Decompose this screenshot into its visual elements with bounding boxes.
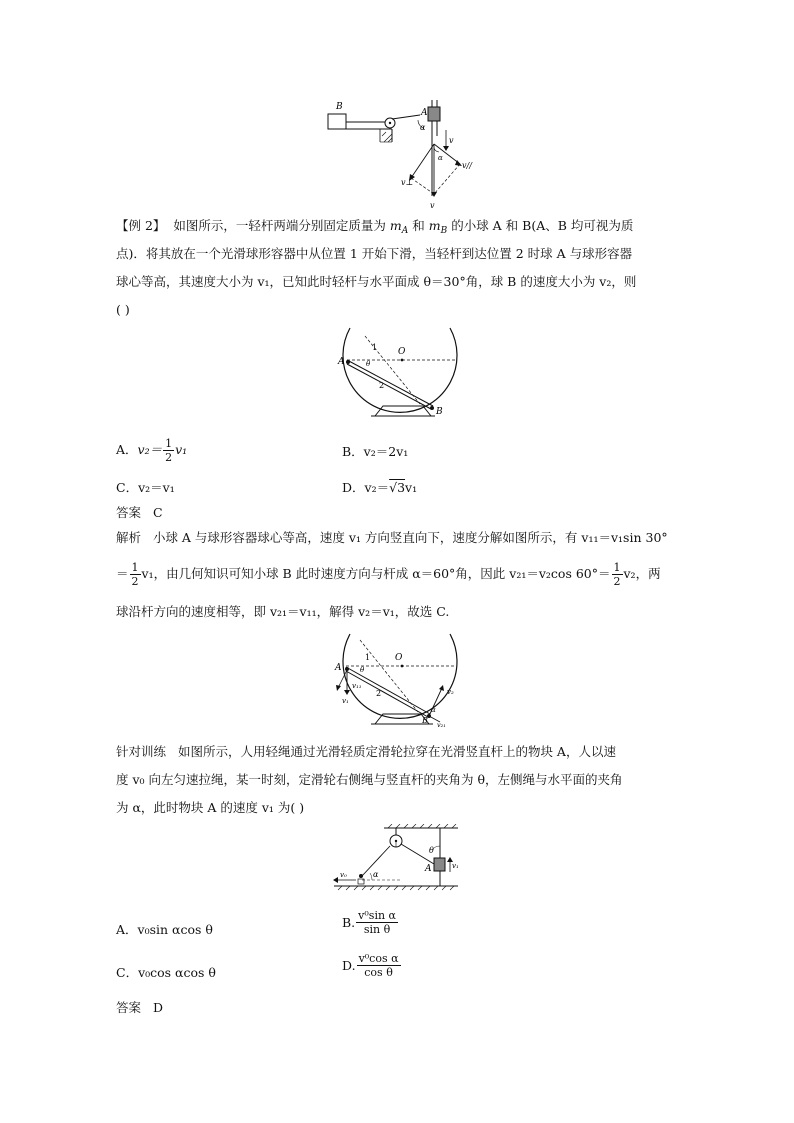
fig2-label-1: 1 bbox=[372, 343, 378, 352]
option3-d: D. $\frac{\text{v⁰cos α}}{\text{cos θ}}$ bbox=[342, 952, 399, 979]
analysis-line2: ＝ $\frac{1}{2}$ v₁，由几何知识可知小球 B 此时速度方向与杆成 α＝60°角，因此 v₂₁＝v₂cos 60°＝ $\frac{1}{2}$ v₂，两 bbox=[116, 561, 661, 588]
option3-b: B. $\frac{\text{v⁰sin α}}{\text{sin θ}}$ bbox=[342, 909, 396, 936]
option2-c: C．v₂＝v₁ bbox=[116, 480, 175, 495]
fig3-label-b: B bbox=[422, 716, 428, 725]
option3-a: A．v₀sin αcos θ bbox=[116, 922, 213, 937]
analysis-line1: 解析 小球 A 与球形容器球心等高，速度 v₁ 方向竖直向下，速度分解如图所示，有 v₁₁＝v₁sin 30° bbox=[116, 530, 668, 545]
fig2-label-2: 2 bbox=[379, 381, 385, 390]
figure-rope-pulley bbox=[332, 824, 467, 896]
training-line3: 为 α，此时物块 A 的速度 v₁ 为( ) bbox=[116, 800, 305, 815]
answer3: 答案 D bbox=[116, 1000, 163, 1015]
fig2-label-o: O bbox=[398, 347, 406, 357]
training-line1: 针对训练 如图所示，人用轻绳通过光滑轻质定滑轮拉穿在光滑竖直杆上的物块 A，人以速 bbox=[116, 744, 616, 759]
fig1-label-v1: v⊥ bbox=[401, 178, 414, 187]
option2-b: B．v₂＝2v₁ bbox=[342, 444, 409, 459]
fig2-label-b: B bbox=[436, 407, 443, 417]
fig1-label-b: B bbox=[336, 102, 343, 112]
fig4-label-theta: θ bbox=[429, 846, 434, 855]
option3-c: C．v₀cos αcos θ bbox=[116, 965, 216, 980]
fig4-label-alpha: α bbox=[373, 870, 379, 879]
fig4-label-a: A bbox=[425, 864, 432, 874]
fig1-label-vpar: v// bbox=[462, 161, 472, 170]
example2-line4: ( ) bbox=[116, 302, 130, 317]
fig1-label-v-bottom: v bbox=[430, 201, 435, 210]
fig2-label-theta: θ bbox=[366, 360, 371, 368]
example2-line1: 【例 2】 如图所示，一轻杆两端分别固定质量为 $m_A$ 和 $m_B$ 的小球 A 和 B(A、B 均可视为质 bbox=[116, 218, 634, 236]
option2-a: A．v₂＝ $\frac{1}{2}$ v₁ bbox=[116, 437, 188, 464]
example2-line2: 点)．将其放在一个光滑球形容器中从位置 1 开始下滑，当轻杆到达位置 2 时球 A 与球形容器 bbox=[116, 246, 633, 261]
fig3-label-theta: θ bbox=[360, 666, 365, 674]
fig3-label-a: A bbox=[335, 663, 342, 673]
training-line2: 度 v₀ 向左匀速拉绳，某一时刻，定滑轮右侧绳与竖直杆的夹角为 θ，左侧绳与水平面的夹角 bbox=[116, 772, 623, 787]
figure-sphere-decomposition bbox=[332, 630, 472, 730]
fig2-label-a: A bbox=[338, 357, 345, 367]
fig1-label-alpha2: α bbox=[438, 154, 443, 162]
fig3-label-v1: v₁ bbox=[342, 697, 349, 705]
example2-line3: 球心等高，其速度大小为 v₁，已知此时轻杆与水平面成 θ＝30°角，球 B 的速度大小为 v₂，则 bbox=[116, 274, 637, 289]
fig1-label-alpha: α bbox=[420, 123, 426, 132]
example2-tag: 【例 2】 bbox=[116, 218, 166, 233]
option2-a-fraction: $\frac{1}{2}$ bbox=[165, 437, 173, 464]
fig1-label-v-side: v bbox=[449, 136, 454, 145]
fig3-label-v11: v₁₁ bbox=[352, 682, 362, 690]
fig3-label-o: O bbox=[395, 653, 403, 663]
analysis-line3: 球沿杆方向的速度相等，即 v₂₁＝v₁₁，解得 v₂＝v₁，故选 C. bbox=[116, 604, 450, 619]
answer2: 答案 C bbox=[116, 505, 163, 520]
fig3-label-2: 2 bbox=[376, 689, 382, 698]
fig3-label-alpha: α bbox=[431, 706, 436, 714]
figure-pulley-decomposition bbox=[320, 96, 490, 216]
fig4-label-v0: v₀ bbox=[340, 871, 347, 879]
fig1-label-a: A bbox=[421, 108, 428, 118]
figure-sphere-container bbox=[335, 326, 465, 418]
fig3-label-v21: v₂₁ bbox=[437, 721, 446, 729]
fig3-label-1: 1 bbox=[365, 653, 371, 662]
fig3-label-v2: v₂ bbox=[447, 688, 454, 696]
fig4-label-v1: v₁ bbox=[452, 862, 459, 870]
option2-d: D．v₂＝√3v₁ bbox=[342, 480, 418, 495]
